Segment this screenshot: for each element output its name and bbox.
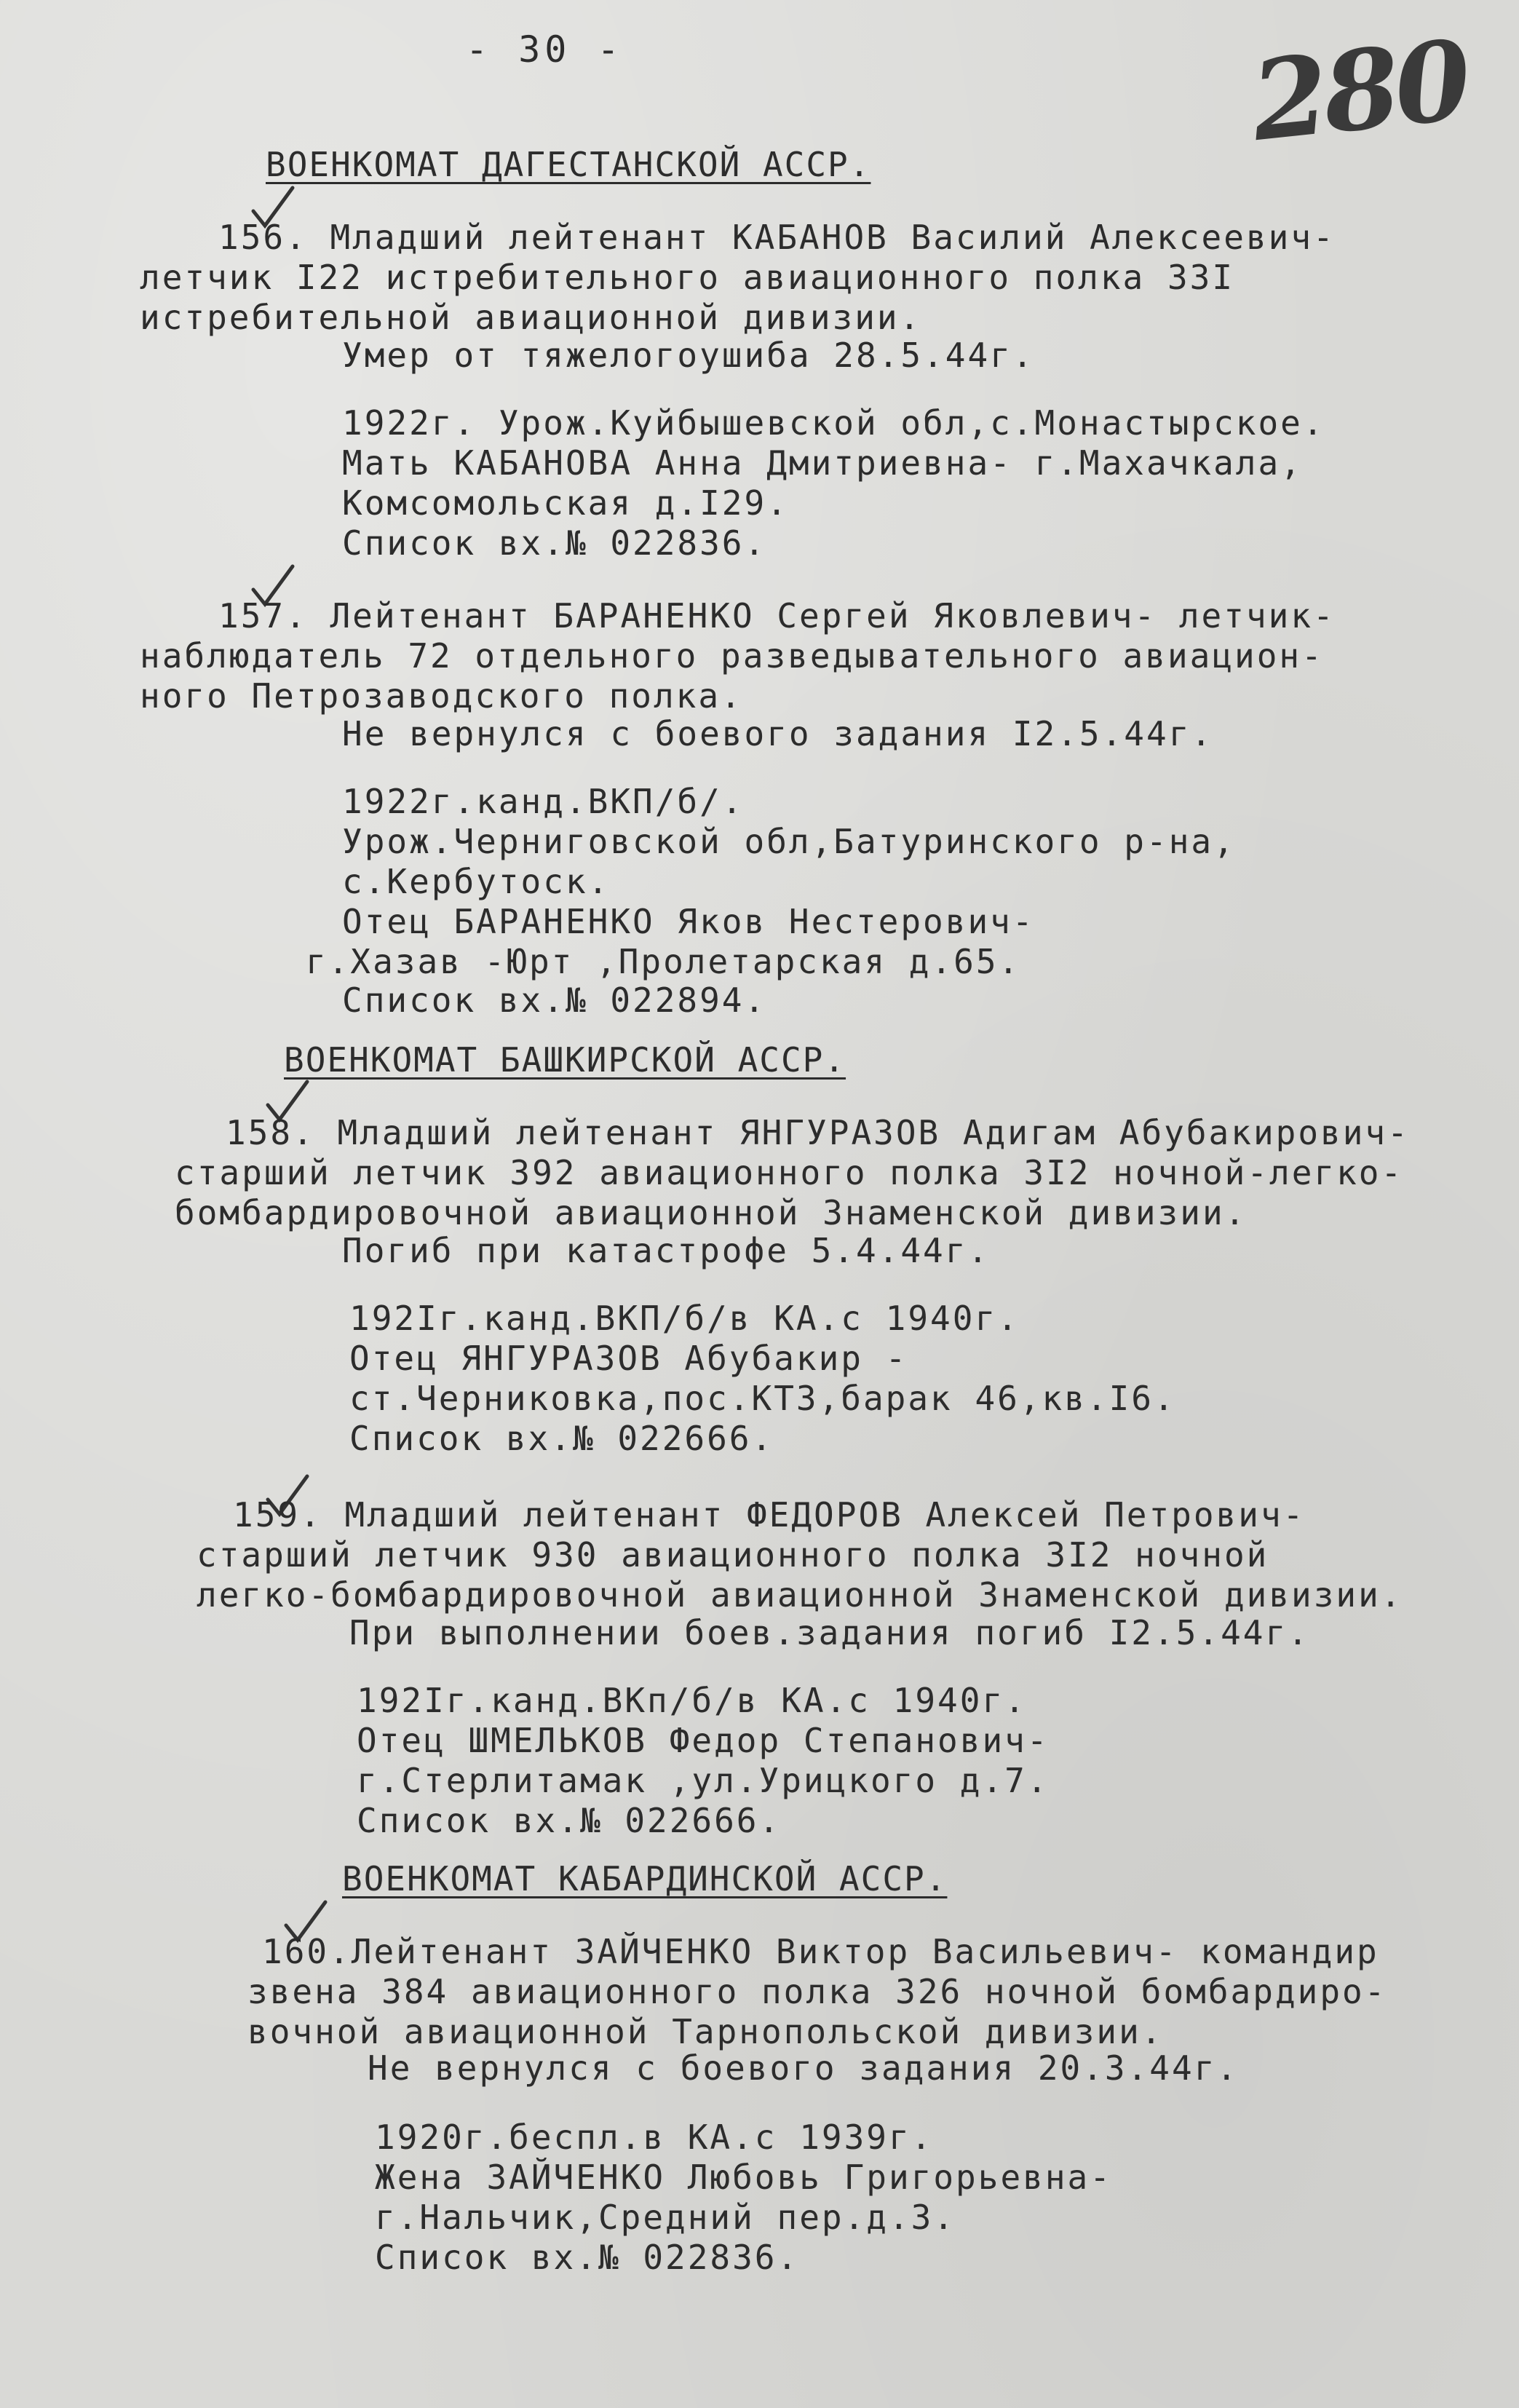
- entry-157-detail-1: 1922г.канд.ВКП/б/.: [342, 782, 745, 821]
- entry-158-line-2: старший летчик 392 авиационного полка 3I2 ночной-легко-: [175, 1153, 1404, 1192]
- entry-157-line-1: 157. Лейтенант БАРАНЕНКО Сергей Яковлевич- летчик-: [218, 596, 1336, 635]
- entry-159-detail-2: Отец ШМЕЛЬКОВ Федор Степанович-: [357, 1721, 1050, 1760]
- entry-159-detail-3: г.Стерлитамак ,ул.Урицкого д.7.: [357, 1761, 1050, 1800]
- entry-157-detail-5: г.Хазав -Юрт ,Пролетарская д.65.: [306, 942, 1021, 981]
- page-number: - 30 -: [466, 28, 624, 71]
- entry-160-detail-2: Жена ЗАЙЧЕНКО Любовь Григорьевна-: [375, 2158, 1112, 2197]
- entry-157-detail-6: Список вх.№ 022894.: [342, 981, 767, 1020]
- entry-159-line-3: легко-бомбардировочной авиационной Знаменской дивизии.: [197, 1575, 1403, 1615]
- entry-160-detail-1: 1920г.беспл.в КА.с 1939г.: [375, 2118, 934, 2157]
- entry-157-line-3: ного Петрозаводского полка.: [140, 676, 743, 716]
- entry-157-detail-4: Отец БАРАНЕНКО Яков Нестерович-: [342, 902, 1035, 941]
- entry-160-line-1: 160.Лейтенант ЗАЙЧЕНКО Виктор Васильевич- командир: [262, 1932, 1379, 1971]
- entry-160-line-2: звена 384 авиационного полка 326 ночной бомбардиро-: [247, 1972, 1387, 2011]
- entry-160-line-4: Не вернулся с боевого задания 20.3.44г.: [368, 2048, 1240, 2088]
- entry-159-line-4: При выполнении боев.задания погиб I2.5.44г.: [349, 1613, 1310, 1652]
- entry-158-detail-4: Список вх.№ 022666.: [349, 1419, 774, 1458]
- entry-156-line-4: Умер от тяжелогоушиба 28.5.44г.: [342, 336, 1035, 375]
- section-heading-kabardin: ВОЕНКОМАТ КАБАРДИНСКОЙ АССР.: [342, 1859, 948, 1898]
- entry-157-line-2: наблюдатель 72 отдельного разведывательного авиацион-: [140, 636, 1324, 676]
- section-heading-bashkir: ВОЕНКОМАТ БАШКИРСКОЙ АССР.: [284, 1040, 846, 1080]
- entry-160-detail-4: Список вх.№ 022836.: [375, 2238, 800, 2277]
- entry-158-line-1: 158. Младший лейтенант ЯНГУРАЗОВ Адигам Абубакирович-: [226, 1113, 1410, 1152]
- entry-156-detail-4: Список вх.№ 022836.: [342, 523, 767, 563]
- entry-159-line-2: старший летчик 930 авиационного полка 3I2 ночной: [197, 1535, 1269, 1575]
- entry-156-detail-2: Мать КАБАНОВА Анна Дмитриевна- г.Махачкала,: [342, 443, 1303, 483]
- section-heading-dagestan: ВОЕНКОМАТ ДАГЕСТАНСКОЙ АССР.: [266, 145, 871, 184]
- entry-157-detail-3: с.Кербутоск.: [342, 862, 611, 901]
- entry-157-line-4: Не вернулся с боевого задания I2.5.44г.: [342, 714, 1214, 753]
- entry-156-line-1: 156. Младший лейтенант КАБАНОВ Василий Алексеевич-: [218, 218, 1336, 257]
- entry-160-line-3: вочной авиационной Тарнопольской дивизии.: [247, 2012, 1164, 2051]
- entry-158-detail-1: 192Iг.канд.ВКП/б/в КА.с 1940г.: [349, 1299, 1020, 1338]
- entry-158-detail-2: Отец ЯНГУРАЗОВ Абубакир -: [349, 1339, 908, 1378]
- entry-159-line-1: 159. Младший лейтенант ФЕДОРОВ Алексей Петрович-: [233, 1495, 1306, 1534]
- entry-159-detail-4: Список вх.№ 022666.: [357, 1801, 782, 1840]
- handwritten-page-number: 280: [1245, 16, 1473, 166]
- entry-158-line-4: Погиб при катастрофе 5.4.44г.: [342, 1231, 991, 1270]
- entry-159-detail-1: 192Iг.канд.ВКп/б/в КА.с 1940г.: [357, 1681, 1027, 1720]
- entry-157-detail-2: Урож.Черниговской обл,Батуринского р-на,: [342, 822, 1236, 861]
- entry-158-line-3: бомбардировочной авиационной Знаменской дивизии.: [175, 1193, 1248, 1232]
- entry-156-detail-1: 1922г. Урож.Куйбышевской обл,с.Монастырское.: [342, 403, 1325, 443]
- entry-160-detail-3: г.Нальчик,Средний пер.д.3.: [375, 2198, 956, 2237]
- entry-156-line-2: летчик I22 истребительного авиационного полка 33I: [140, 258, 1235, 297]
- entry-156-detail-3: Комсомольская д.I29.: [342, 483, 789, 523]
- entry-156-line-3: истребительной авиационной дивизии.: [140, 298, 922, 337]
- entry-158-detail-3: ст.Черниковка,пос.КТЗ,барак 46,кв.I6.: [349, 1379, 1176, 1418]
